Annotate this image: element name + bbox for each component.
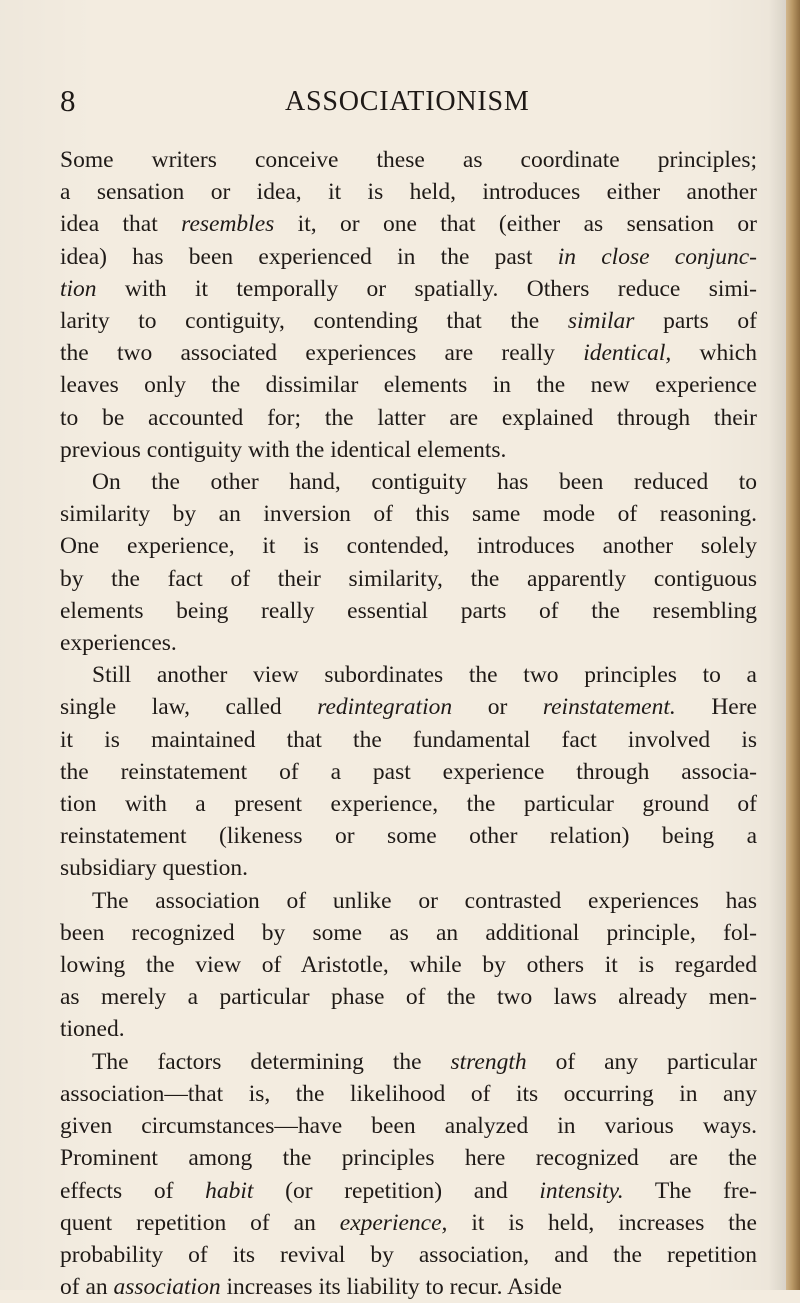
text-line-17: Still another view subordinates the two principles to a	[92, 662, 757, 689]
text-line-16: experiences.	[60, 630, 177, 657]
text-line-29: The factors determining the strength of any particular	[92, 1048, 757, 1075]
text-line-3: idea that resembles it, or one that (either as sensation or	[60, 211, 758, 238]
body-text	[60, 144, 757, 1303]
text-line-13: One experience, it is contended, introduces another solely	[60, 533, 757, 560]
text-line-14: by the fact of their similarity, the apparently contiguous	[60, 565, 757, 592]
text-line-22: reinstatement (likeness or some other relation) being a	[60, 823, 757, 850]
text-line-9: to be accounted for; the latter are explained through their	[60, 404, 757, 431]
text-line-18: single law, called redintegration or reinstatement. Here	[60, 694, 757, 721]
page-number: 8	[60, 83, 76, 118]
text-line-8: leaves only the dissimilar elements in the new experience	[60, 372, 757, 399]
text-line-34: quent repetition of an experience, it is held, increases the	[60, 1209, 757, 1236]
text-line-26: lowing the view of Aristotle, while by others it is regarded	[60, 952, 757, 979]
text-line-11: On the other hand, contiguity has been reduced to	[92, 469, 757, 496]
text-line-20: the reinstatement of a past experience through associa-	[60, 758, 757, 785]
text-line-30: association—that is, the likelihood of its occurring in any	[60, 1080, 757, 1107]
page-edge	[786, 0, 800, 1290]
text-line-4: idea) has been experienced in the past in close conjunc-	[60, 243, 757, 270]
page-gutter-shadow	[768, 0, 786, 1290]
text-line-28: tioned.	[60, 1016, 125, 1043]
text-line-21: tion with a present experience, the particular ground of	[60, 791, 757, 818]
text-line-10: previous contiguity with the identical elements.	[60, 436, 507, 463]
text-line-35: probability of its revival by association, and the repetition	[60, 1241, 757, 1268]
text-line-25: been recognized by some as an additional principle, fol-	[60, 919, 757, 946]
text-line-36: of an association increases its liability to recur. Aside	[60, 1274, 562, 1301]
text-line-6: larity to contiguity, contending that the similar parts of	[60, 308, 757, 335]
text-line-32: Prominent among the principles here recognized are the	[60, 1145, 757, 1172]
text-line-23: subsidiary question.	[60, 855, 248, 882]
text-line-7: the two associated experiences are really identical, which	[60, 340, 757, 367]
running-title: ASSOCIATIONISM	[285, 86, 530, 117]
text-line-27: as merely a particular phase of the two laws already men-	[60, 984, 757, 1011]
text-line-24: The association of unlike or contrasted experiences has	[92, 887, 757, 914]
text-line-5: tion with it temporally or spatially. Others reduce simi-	[60, 275, 757, 302]
text-line-19: it is maintained that the fundamental fact involved is	[60, 726, 757, 753]
text-line-15: elements being really essential parts of the resembling	[60, 597, 757, 624]
text-line-12: similarity by an inversion of this same mode of reasoning.	[60, 501, 757, 528]
text-line-1: Some writers conceive these as coordinate principles;	[60, 147, 757, 173]
text-line-33: effects of habit (or repetition) and intensity. The fre-	[60, 1177, 757, 1204]
text-line-31: given circumstances—have been analyzed in various ways.	[60, 1113, 757, 1140]
text-line-2: a sensation or idea, it is held, introduces either another	[60, 179, 757, 206]
